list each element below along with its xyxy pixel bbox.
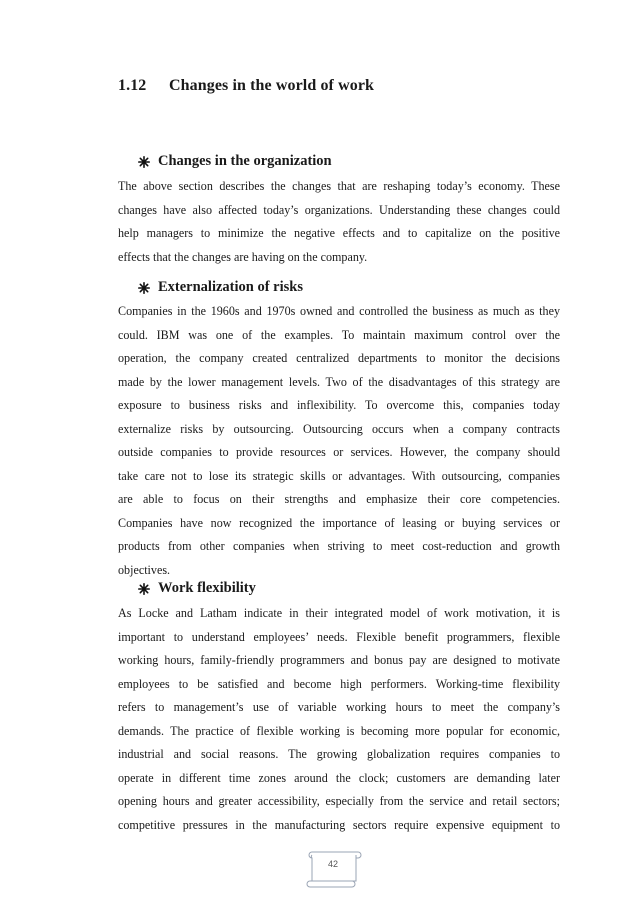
subsection-heading-organization	[138, 153, 332, 170]
section-heading	[118, 77, 374, 95]
text-line: products from other companies when striving to meet cost-reduction and growth	[118, 539, 560, 553]
text-line: employees to be satisfied and become high performers. Working-time flexibility	[118, 676, 560, 691]
text-line: effects that the changes are having on the company.	[118, 249, 368, 264]
asterisk-bullet-icon	[138, 156, 150, 168]
text-line: industrial and social reasons. The growing globalization requires companies to	[118, 747, 560, 761]
subsection-heading-externalization	[138, 279, 303, 296]
subsection-heading-work-flexibility	[138, 580, 256, 597]
text-line: made by the lower management levels. Two of the disadvantages of this strategy are	[118, 374, 560, 389]
text-line: operate in different time zones around the clock; customers are demanding later	[118, 770, 560, 785]
subsection-title: Changes in the organization	[158, 153, 332, 169]
text-line: externalize risks by outsourcing. Outsourcing occurs when a company contracts	[118, 421, 560, 436]
text-line: take care not to lose its strategic skills or advantages. With outsourcing, companies	[118, 468, 560, 483]
text-line: The above section describes the changes that are reshaping today’s economy. These	[118, 179, 560, 193]
text-line: refers to management’s use of variable working hours to meet the company’s	[118, 700, 560, 714]
asterisk-bullet-icon	[138, 282, 150, 294]
section-title: Changes in the world of work	[169, 77, 375, 94]
text-line: exposure to business risks and inflexibility. To overcome this, companies today	[118, 398, 560, 412]
text-line: demands. The practice of flexible working is becoming more popular for economic,	[118, 723, 560, 738]
text-line: As Locke and Latham indicate in their integrated model of work motivation, it is	[118, 606, 560, 620]
page-number: 42	[327, 859, 338, 869]
text-line: objectives.	[118, 562, 171, 577]
text-line: could. IBM was one of the examples. To maintain maximum control over the	[118, 327, 560, 342]
text-line: operation, the company created centralized departments to monitor the decisions	[118, 351, 560, 365]
paragraph-organization	[118, 175, 560, 269]
paragraph-externalization	[118, 300, 560, 582]
asterisk-bullet-icon	[138, 583, 150, 595]
text-line: working hours, family-friendly programmers and bonus pay are designed to motivate	[118, 653, 560, 667]
text-line: Companies have now recognized the importance of leasing or buying services or	[118, 515, 560, 530]
page-number-scroll	[304, 848, 362, 888]
paragraph-work-flexibility	[118, 602, 560, 837]
text-line: competitive pressures in the manufacturing sectors require expensive equipment to	[118, 817, 560, 832]
subsection-title: Externalization of risks	[158, 279, 303, 295]
text-line: important to understand employees’ needs. Flexible benefit programmers, flexible	[118, 629, 560, 644]
section-number: 1.12	[118, 77, 147, 94]
text-line: changes have also affected today’s organizations. Understanding these changes could	[118, 202, 560, 217]
text-line: are able to focus on their strengths and emphasize their core competencies.	[118, 492, 560, 506]
subsection-title: Work flexibility	[158, 580, 256, 596]
text-line: Companies in the 1960s and 1970s owned and controlled the business as much as they	[118, 304, 560, 318]
text-line: opening hours and greater accessibility, especially from the service and retail sectors;	[118, 794, 560, 808]
text-line: outside companies to provide resources or services. However, the company should	[118, 445, 560, 459]
text-line: help managers to minimize the negative effects and to capitalize on the positive	[118, 226, 560, 240]
